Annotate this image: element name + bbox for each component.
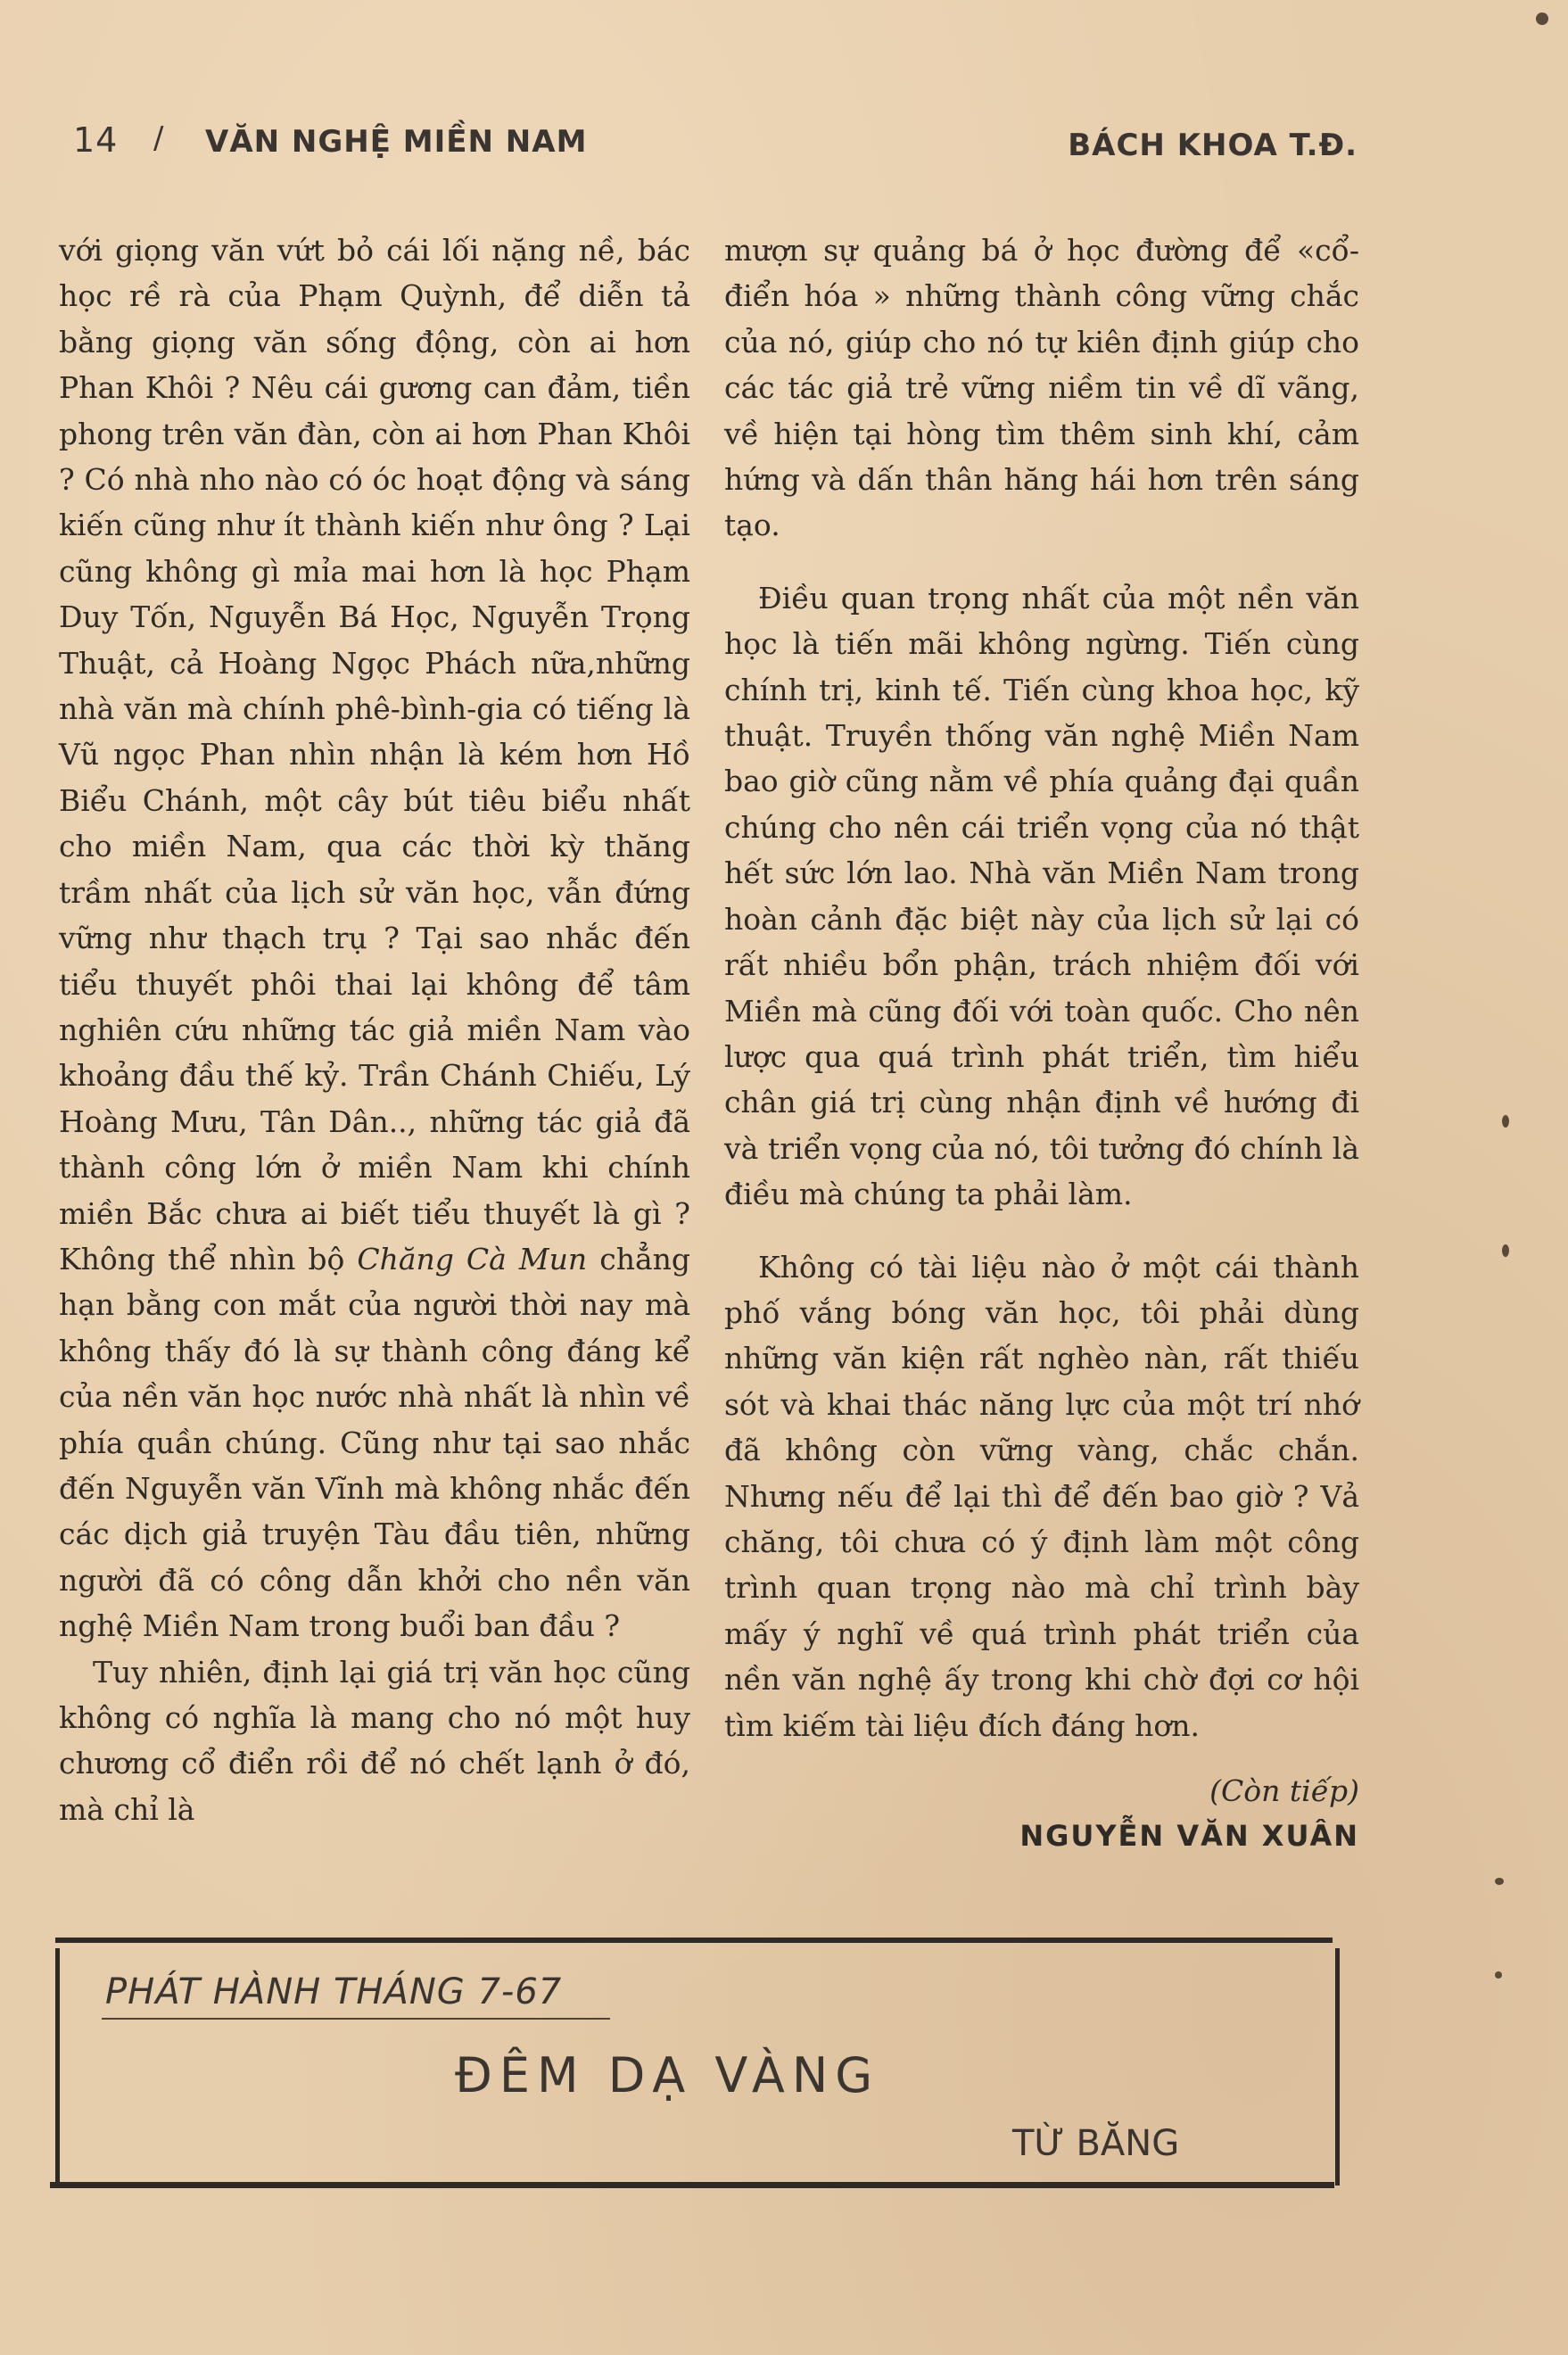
book-title: Chăng Cà Mun <box>357 1241 588 1277</box>
advert-top-rule <box>55 1938 1333 1943</box>
section-title: VĂN NGHỆ MIỀN NAM <box>205 124 588 160</box>
publication-name: BÁCH KHOA T.Đ. <box>1068 128 1358 163</box>
advert-underline <box>102 2018 610 2020</box>
page-header <box>73 120 1358 174</box>
paragraph-text: chẳng hạn bằng con mắt của người thời nay mà không thấy đó là sự thành công đáng kể của nền văn học nước nhà nhất là nhìn về phía quần chúng. Cũng như tại sao nhắc đến Nguyễn văn Vĩnh mà không nhắc đến các dịch giả truyện Tàu đầu tiên, những người đã có công dẫn khởi cho nền văn nghệ Miền Nam trong buổi ban đầu ? <box>59 1241 690 1644</box>
paper-speck <box>1502 1115 1509 1128</box>
advert-release-date: PHÁT HÀNH THÁNG 7-67 <box>105 1971 563 2012</box>
advert-author: TỪ BĂNG <box>1012 2123 1180 2164</box>
paragraph <box>59 227 690 1649</box>
paper-speck <box>1495 1878 1504 1885</box>
paragraph: Điều quan trọng nhất của một nền văn học là tiến mãi không ngừng. Tiến cùng chính trị, kinh tế. Tiến cùng khoa học, kỹ thuật. Truyền thống văn nghệ Miền Nam bao giờ cũng nằm về phía quảng đại quần chúng cho nên cái triển vọng của nó thật hết sức lớn lao. Nhà văn Miền Nam trong hoàn cảnh đặc biệt này của lịch sử lại có rất nhiều bổn phận, trách nhiệm đối với Miền mà cũng đối với toàn quốc. Cho nên lược qua quá trình phát triển, tìm hiểu chân giá trị cùng nhận định về hướng đi và triển vọng của nó, tôi tưởng đó chính là điều mà chúng ta phải làm. <box>724 580 1359 1212</box>
paragraph: mượn sự quảng bá ở học đường để «cổ-điển hóa » những thành công vững chắc của nó, giúp cho nó tự kiên định giúp cho các tác giả trẻ vững niềm tin về dĩ vãng, về hiện tại hòng tìm thêm sinh khí, cảm hứng và dấn thân hăng hái hơn trên sáng tạo. <box>724 233 1359 543</box>
paragraph: Tuy nhiên, định lại giá trị văn học cũng không có nghĩa là mang cho nó một huy chương cổ điển rồi để nó chết lạnh ở đó, mà chỉ là <box>59 1654 690 1827</box>
left-column <box>59 227 690 1832</box>
right-column <box>724 227 1359 1860</box>
to-be-continued: (Còn tiếp) <box>1209 1773 1359 1808</box>
page-number: 14 <box>73 120 119 160</box>
paper-speck <box>1495 1971 1502 1979</box>
paragraph: Không có tài liệu nào ở một cái thành phố vắng bóng văn học, tôi phải dùng những văn kiện rất nghèo nàn, rất thiếu sót và khai thác năng lực của một trí nhớ đã không còn vững vàng, chắc chắn. Nhưng nếu để lại thì để đến bao giờ ? Vả chăng, tôi chưa có ý định làm một công trình quan trọng nào mà chỉ trình bày mấy ý nghĩ về quá trình phát triển của nền văn nghệ ấy trong khi chờ đợi cơ hội tìm kiếm tài liệu đích đáng hơn. <box>724 1249 1359 1743</box>
advert-book-title: ĐÊM DẠ VÀNG <box>455 2047 880 2103</box>
paper-speck <box>1536 12 1548 25</box>
paper-speck <box>1502 1244 1509 1257</box>
advert-bottom-rule <box>50 2182 1334 2188</box>
paragraph-text: với giọng văn vứt bỏ cái lối nặng nề, bác học rề rà của Phạm Quỳnh, để diễn tả bằng giọng văn sống động, còn ai hơn Phan Khôi ? Nêu cái gương can đảm, tiền phong trên văn đàn, còn ai hơn Phan Khôi ? Có nhà nho nào có óc hoạt động và sáng kiến cũng như ít thành kiến như ông ? Lại cũng không gì mỉa mai hơn là học Phạm Duy Tốn, Nguyễn Bá Học, Nguyễn Trọng Thuật, cả Hoàng Ngọc Phách nữa,những nhà văn mà chính phê-bình-gia có tiếng là Vũ ngọc Phan nhìn nhận là kém hơn Hồ Biểu Chánh, một cây bút tiêu biểu nhất cho miền Nam, qua các thời kỳ thăng trầm nhất của lịch sử văn học, vẫn đứng vững như thạch trụ ? Tại sao nhắc đến tiểu thuyết phôi thai lại không để tâm nghiên cứu những tác giả miền Nam vào khoảng đầu thế kỷ. Trần Chánh Chiếu, Lý Hoàng Mưu, Tân Dân.., những tác giả đã thành công lớn ở miền Nam khi chính miền Bắc chưa ai biết tiểu thuyết là gì ? Không thể nhìn bộ <box>59 233 690 1277</box>
header-separator: / <box>153 120 165 156</box>
article-author: NGUYỄN VĂN XUÂN <box>1019 1819 1359 1854</box>
